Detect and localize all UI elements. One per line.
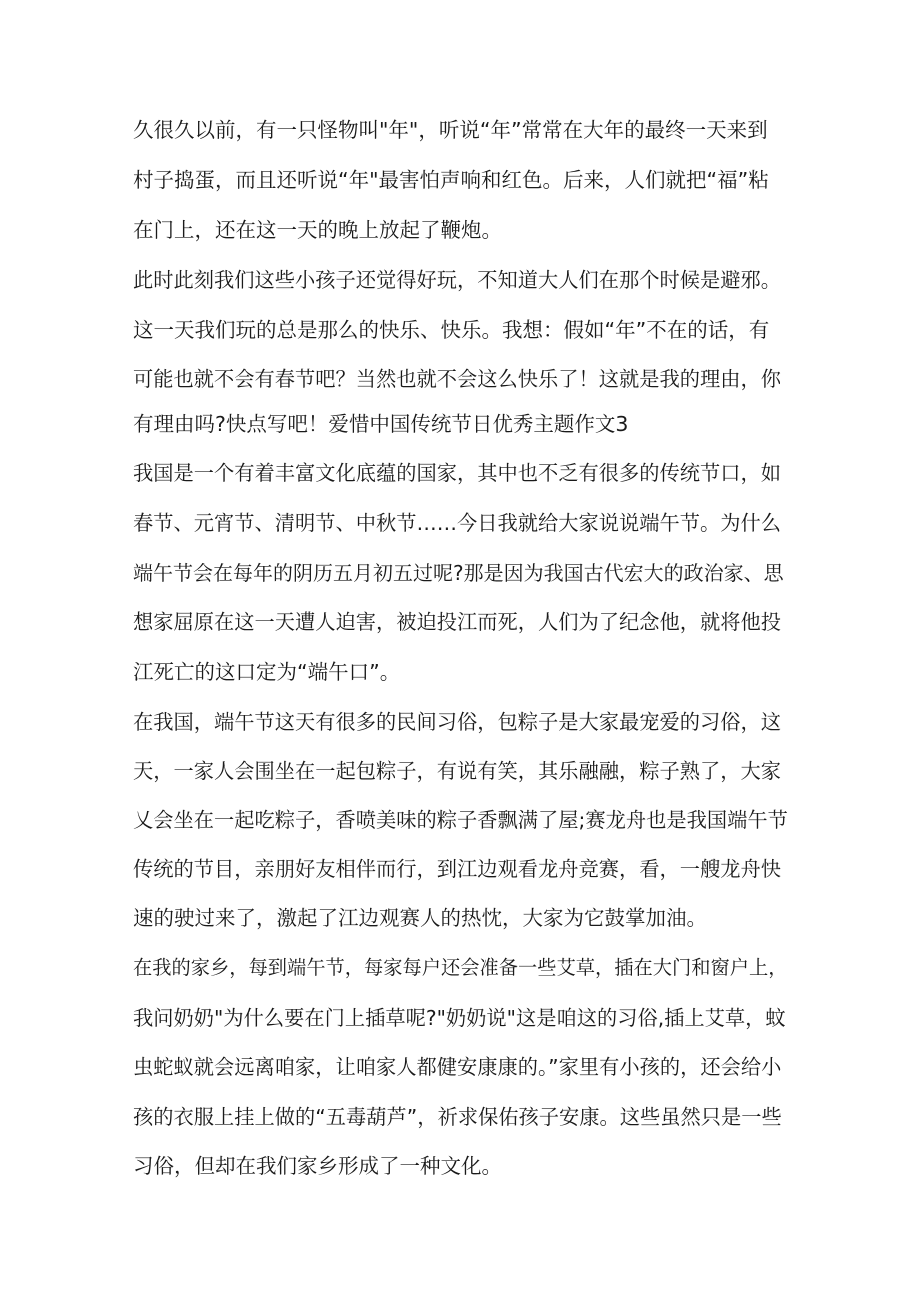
text-line: 端午节会在每年的阴历五月初五过呢?那是因为我国古代宏大的政治家、思 (133, 561, 784, 585)
text-line: 在我国，端午节这天有很多的民间习俗，包粽子是大家最宠爱的习俗，这 (133, 710, 782, 734)
text-line: 想家屈原在这一天遭人迫害，被迫投江而死，人们为了纪念他，就将他投 (133, 610, 782, 634)
text-line: 有理由吗?快点写吧！爱惜中国传统节日优秀主题作文3 (133, 412, 629, 436)
text-line: 我国是一个有着丰富文化底蕴的国家，其中也不乏有很多的传统节口，如 (133, 461, 782, 485)
text-line: 这一天我们玩的总是那么的快乐、快乐。我想：假如“年”不在的话，有 (133, 318, 770, 342)
text-line: 传统的节目，亲朋好友相伴而行，到江边观看龙舟竞赛，看，一艘龙舟快 (133, 857, 782, 881)
text-line: 天，一家人会围坐在一起包粽子，有说有笑，其乐融融，粽子熟了，大家 (133, 759, 782, 783)
text-line: 我问奶奶"为什么要在门上插草呢?"奶奶说"这是咱这的习俗,插上艾草，蚊 (133, 1006, 786, 1030)
text-line: 在门上，还在这一天的晚上放起了鞭炮。 (133, 218, 502, 242)
text-line: 习俗，但却在我们家乡形成了一种文化。 (133, 1154, 502, 1178)
text-line: 速的驶过来了，激起了江边观赛人的热忱，大家为它鼓掌加油。 (133, 906, 707, 930)
text-line: 孩的衣服上挂上做的“五毒葫芦”，祈求保佑孩子安康。这些虽然只是一些 (133, 1105, 782, 1129)
text-line: 春节、元宵节、清明节、中秋节……今日我就给大家说说端午节。为什么 (133, 511, 782, 535)
text-line: 乂会坐在一起吃粽子，香喷美味的粽子香飘满了屋;赛龙舟也是我国端午节 (133, 808, 788, 832)
text-line: 村子捣蛋，而且还听说“年"最害怕声响和红色。后来，人们就把“福”粘 (133, 168, 769, 192)
text-line: 虫蛇蚁就会远离咱家，让咱家人都健安康康的。”家里有小孩的，还会给小 (133, 1055, 782, 1079)
text-line: 此时此刻我们这些小孩子还觉得好玩，不知道大人们在那个时候是避邪。 (133, 268, 782, 292)
text-line: 在我的家乡，每到端午节，每家每户还会准备一些艾草，插在大门和窗户上， (133, 956, 788, 979)
text-line: 可能也就不会有春节吧？当然也就不会这么快乐了！这就是我的理由，你 (133, 367, 782, 391)
text-line: 久很久以前，有一只怪物叫"年"，听说“年”常常在大年的最终一天来到 (133, 118, 768, 142)
text-line: 江死亡的这口定为“端午口”。 (133, 660, 401, 684)
